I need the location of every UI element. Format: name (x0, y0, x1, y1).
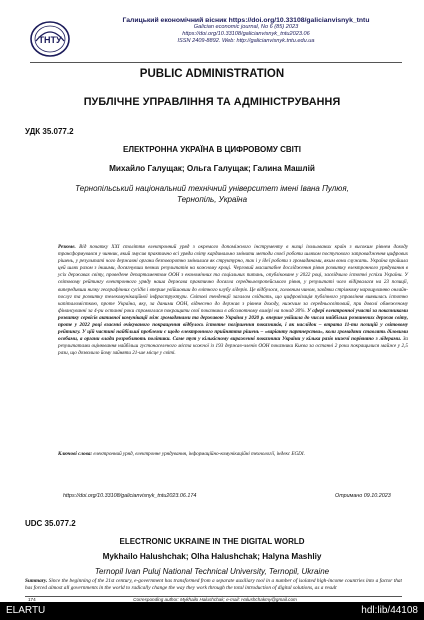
repository-bar (0, 602, 424, 620)
abstract-uk (58, 244, 408, 358)
affiliation-uk-line2: Тернопіль, Україна (176, 195, 248, 204)
repository-name[interactable]: ELARTU (6, 605, 46, 616)
authors-uk: Михайло Галущак; Ольга Галущак; Галина Машлій (109, 164, 315, 173)
summary-text: Since the beginning of the 21st century, e-government has transformed from a separate auxiliary tool in a number of isolated high-income countries into a factor that has forced almost all governments in the world to radically change the way they work through the total introduction of digital solutions, as a result (25, 578, 402, 591)
udc-code-en: UDC 35.077.2 (25, 519, 76, 528)
affiliation-en: Ternopil Ivan Puluj National Technical University, Ternopil, Ukraine (94, 567, 330, 576)
handle-id[interactable]: hdl:lib/44108 (361, 605, 418, 616)
received-date: Отримано 09.10.2023 (335, 493, 391, 499)
keywords-uk (58, 451, 408, 458)
authors-en: Mykhailo Halushchak; Olha Halushchak; Halyna Mashliy (102, 552, 322, 561)
abstract-text-part2: За результатами оцінювання найбільш густонаселеного міста кожної із 193 держав-членів ООН показники Києва за останні 2 роки покращилися майже у 2,5 рази, що дозволило йому зайняти 21-ше місце у світі. (58, 336, 409, 357)
summary-label: Summary. (25, 578, 48, 584)
section-heading-uk: ПУБЛІЧНЕ УПРАВЛІННЯ ТА АДМІНІСТРУВАННЯ (83, 96, 341, 108)
issn-web: ISSN 2409-8892. Web: http://galicianvisnyk.tntu.edu.ua (177, 38, 315, 44)
keywords-label: Ключові слова: (58, 451, 93, 457)
affiliation-uk-line1: Тернопільський національний технічний університет імені Івана Пулюя, (75, 184, 349, 193)
journal-title-uk: Галицький економічний вісник https://doi.org/10.33108/galicianvisnyk_tntu (122, 17, 370, 24)
header-divider (30, 62, 402, 63)
abstract-label: Резюме. (58, 244, 76, 250)
summary-en (25, 578, 402, 594)
abstract-text-bold: У сфері електронної участі за показниками розвитку сервісів активної комунікації між громадянами та державою Україна у 2020 р. вперше увійшла до числа найбільш розвинених держав світу, проте у 2022 році взаємні очікуваного покращення відбулось істотне погіршення показників, і як наслідок – втрата 11-ти позицій у світовому рейтингу. У цій частині найбільші проблеми є щодо електронного прийняття рішень – «варіанту партнерства», коли громадяни ставлять діловими особами, а органи влади розробляють політики. Саме тут у кількісному вираженні показники України у кілька разів нижчі порівняно з лідерами. (58, 307, 409, 343)
article-doi-link[interactable]: https://doi.org/10.33108/galicianvisnyk_tntu2023.06.174 (63, 493, 197, 499)
keywords-text: електронний уряд, електронне урядування, інформаційно-комунікаційні технології, індекс EGDI. (92, 451, 305, 457)
affiliation-uk (0, 183, 424, 205)
page-number: 174 (28, 597, 36, 602)
corresponding-author: Corresponding author: Mykhailo Halushchak; e-mail: Halushchakmy@gmail.com (133, 597, 297, 602)
journal-header (30, 15, 402, 63)
journal-title-en: Galician economic journal, No 6 (85) 2023 (193, 24, 299, 30)
udk-code: УДК 35.077.2 (25, 127, 74, 136)
article-title-uk: ЕЛЕКТРОННА УКРАЇНА В ЦИФРОВОМУ СВІТІ (123, 145, 301, 154)
section-heading-en: PUBLIC ADMINISTRATION (139, 68, 285, 80)
article-title-en: ELECTRONIC UKRAINE IN THE DIGITAL WORLD (119, 537, 305, 546)
logo-text: ТНТУ (38, 35, 62, 45)
issue-doi: https://doi.org/10.33108/galicianvisnyk_tntu2023.06 (182, 31, 310, 37)
abstract-text-part1: Від початку XXI століття електронний уряд з окремого допоміжного інструменту в низці ізольованих країн з високим рівнем доходу трансформувався у чинник, який змусив практично всі уряди світу кардинально змінити методи своєї роботи шляхом поступового запровадження цифрових рішень, у результаті чого державні органи безповоротно змінилися як структурно, так і у ідеї роботи з громадянами, яким вони служать. Україна пройшла цей шлях разом з іншими, досягнувши певних результатів на кожному кроці. Черговий масштабне дослідження рівня розвитку електронного урядування в усіх державах світу, проведене департаментом ООН з економічних та соціальних питань, опубліковане у 2022 році, засвідчило істотні успіхи України. У світовому рейтингу електронного уряду наша держава практично досягла середньоєвропейського рівня, у результаті чого відірвалася на 23 позиції, випередивши низку географічних сусідів і вперше увійшовши до елітного клубу лідерів. Це відбулося, головним чином, завдяки стрімкому нарощуванню онлайн-послуг та розвитку телекомунікаційної інфраструктури. Світові тенденції загалом свідчать, що цифровізація публічного управління виявилась істотно капіталомісткою, проте Україна, яку, за даними ООН, віднесено до держав з рівнем доходу, нижчим за середньосвітовий, при доволі обмеженому фінансуванні за 4-ри останні роки спромоглася покращити свої показники в абсолютному вимірі на понад 30%. (58, 244, 408, 314)
university-logo-icon (30, 19, 70, 59)
